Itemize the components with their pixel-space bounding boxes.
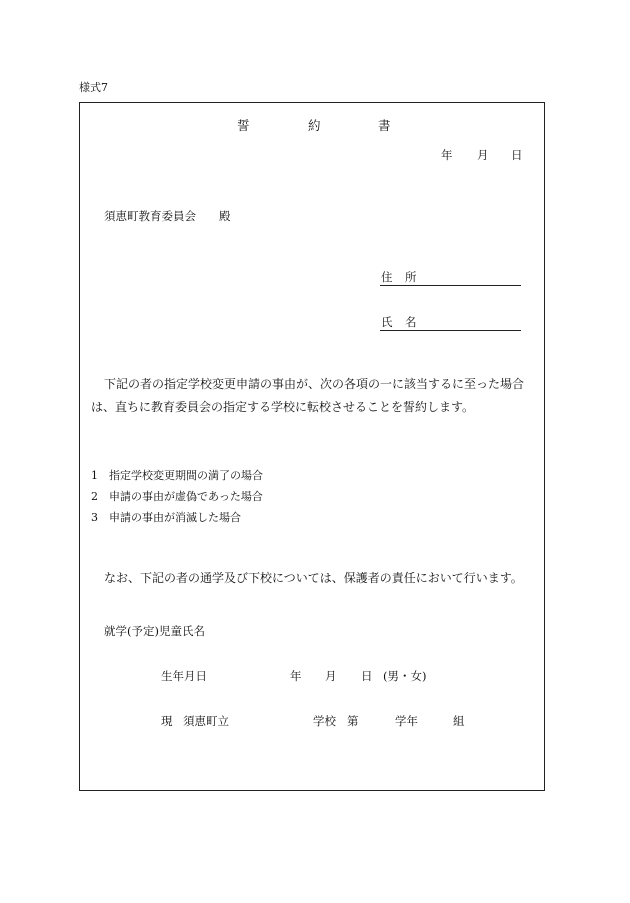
address-label-char-1: 住 bbox=[381, 270, 393, 284]
title-char-1: 誓 bbox=[237, 118, 250, 133]
form-number: 様式7 bbox=[79, 81, 108, 94]
address-label-char-2: 所 bbox=[405, 270, 417, 284]
birth-year: 年 bbox=[290, 669, 302, 683]
child-name-label: 就学(予定)児童氏名 bbox=[104, 624, 205, 638]
item-2-text: 申請の事由が虚偽であった場合 bbox=[109, 490, 263, 503]
title-char-2: 約 bbox=[308, 118, 321, 133]
document-frame bbox=[79, 102, 545, 791]
name-label-char-2: 名 bbox=[405, 315, 417, 329]
note-text: なお、下記の者の通学及び下校については、保護者の責任において行います。 bbox=[104, 571, 523, 585]
gender-choice: (男・女) bbox=[383, 669, 427, 683]
date-year: 年 bbox=[441, 148, 453, 162]
item-1-text: 指定学校変更期間の満了の場合 bbox=[109, 469, 263, 482]
name-underline bbox=[380, 330, 521, 331]
item-3-number: 3 bbox=[91, 511, 98, 524]
addressee-name: 須恵町教育委員会 bbox=[104, 209, 196, 223]
item-3 bbox=[91, 512, 241, 523]
birth-date-label: 生年月日 bbox=[161, 669, 207, 683]
body-line-1: 下記の者の指定学校変更申請の事由が、次の各項の一に該当するに至った場合 bbox=[104, 377, 525, 391]
birth-day: 日 bbox=[361, 669, 373, 683]
class-label: 組 bbox=[453, 714, 465, 728]
school-suffix: 学校 bbox=[313, 714, 336, 728]
grade-label: 学年 bbox=[395, 714, 418, 728]
body-line-2: は、直ちに教育委員会の指定する学校に転校させることを誓約します。 bbox=[91, 400, 475, 414]
name-label-char-1: 氏 bbox=[381, 315, 393, 329]
birth-month: 月 bbox=[325, 669, 337, 683]
address-underline bbox=[380, 285, 521, 286]
item-1 bbox=[91, 470, 263, 481]
item-3-text: 申請の事由が消滅した場合 bbox=[109, 511, 241, 524]
item-2 bbox=[91, 491, 263, 502]
addressee-honorific: 殿 bbox=[219, 209, 231, 223]
school-town: 須恵町立 bbox=[183, 714, 229, 728]
date-day: 日 bbox=[511, 148, 523, 162]
grade-prefix: 第 bbox=[347, 714, 359, 728]
item-2-number: 2 bbox=[91, 490, 98, 503]
title-char-3: 書 bbox=[378, 118, 391, 133]
school-current-label: 現 bbox=[161, 714, 173, 728]
item-1-number: 1 bbox=[91, 469, 98, 482]
date-month: 月 bbox=[477, 148, 489, 162]
